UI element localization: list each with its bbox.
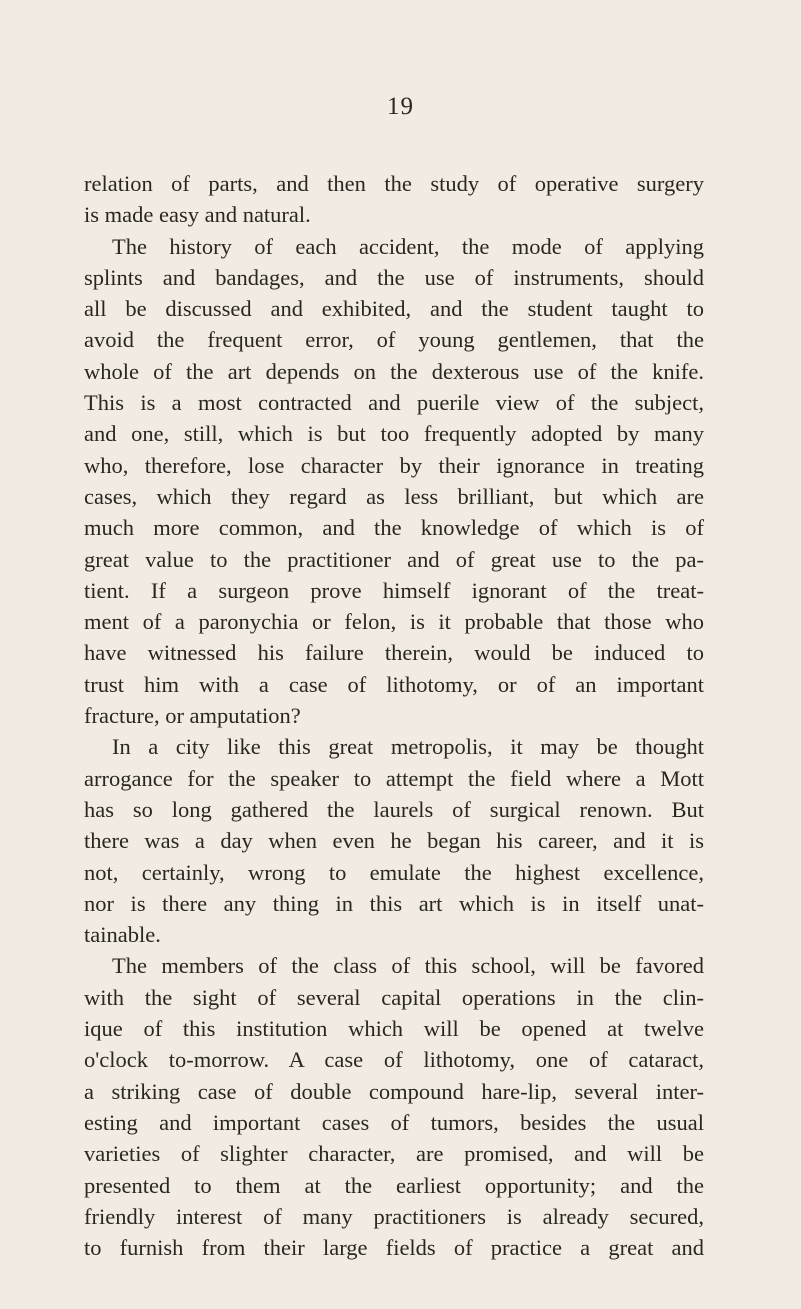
text-line: have witnessed his failure therein, would be induced to [84, 640, 704, 666]
text-line: The members of the class of this school, will be favored [112, 953, 704, 979]
text-line: tainable. [84, 922, 161, 948]
text-line: In a city like this great metropolis, it may be thought [112, 734, 704, 760]
text-line: to furnish from their large fields of practice a great and [84, 1235, 704, 1261]
text-line: a striking case of double compound hare-lip, several inter- [84, 1078, 704, 1104]
text-line: all be discussed and exhibited, and the student taught to [84, 296, 704, 322]
body-text [84, 168, 704, 1263]
text-line: friendly interest of many practitioners is already secured, [84, 1203, 704, 1229]
paragraph [84, 231, 704, 732]
page-number: 19 [387, 93, 414, 120]
text-line: tient. If a surgeon prove himself ignorant of the treat- [84, 577, 704, 603]
text-line: relation of parts, and then the study of operative surgery [84, 171, 704, 196]
text-line: who, therefore, lose character by their ignorance in treating [84, 452, 704, 478]
text-line: The history of each accident, the mode of applying [112, 233, 704, 259]
text-line: cases, which they regard as less brilliant, but which are [84, 483, 704, 509]
text-line: varieties of slighter character, are promised, and will be [84, 1141, 704, 1167]
text-line: and one, still, which is but too frequently adopted by many [84, 421, 704, 447]
text-line: has so long gathered the laurels of surgical renown. But [84, 796, 704, 822]
text-line: is made easy and natural. [84, 202, 311, 228]
text-line: trust him with a case of lithotomy, or of an important [84, 671, 704, 697]
text-line: o'clock to-morrow. A case of lithotomy, one of cataract, [84, 1047, 704, 1073]
text-line: nor is there any thing in this art which is in itself unat- [84, 890, 704, 916]
text-line: whole of the art depends on the dexterous use of the knife. [84, 358, 704, 384]
text-line: much more common, and the knowledge of which is of [84, 515, 704, 541]
paragraph [84, 950, 704, 1263]
text-line: not, certainly, wrong to emulate the highest excellence, [84, 859, 704, 885]
text-line: presented to them at the earliest opportunity; and the [84, 1172, 704, 1198]
text-line: great value to the practitioner and of great use to the pa- [84, 546, 704, 572]
text-line: fracture, or amputation? [84, 703, 301, 729]
text-line: esting and important cases of tumors, besides the usual [84, 1109, 704, 1135]
text-line: arrogance for the speaker to attempt the field where a Mott [84, 765, 704, 791]
text-line: avoid the frequent error, of young gentlemen, that the [84, 327, 704, 353]
text-line: This is a most contracted and puerile view of the subject, [84, 390, 704, 416]
text-line: with the sight of several capital operations in the clin- [84, 984, 704, 1010]
paragraph [84, 168, 704, 231]
text-line: splints and bandages, and the use of instruments, should [84, 264, 704, 290]
text-line: there was a day when even he began his career, and it is [84, 828, 704, 854]
text-line: ment of a paronychia or felon, is it probable that those who [84, 609, 704, 635]
text-line: ique of this institution which will be opened at twelve [84, 1016, 704, 1042]
paragraph [84, 731, 704, 950]
